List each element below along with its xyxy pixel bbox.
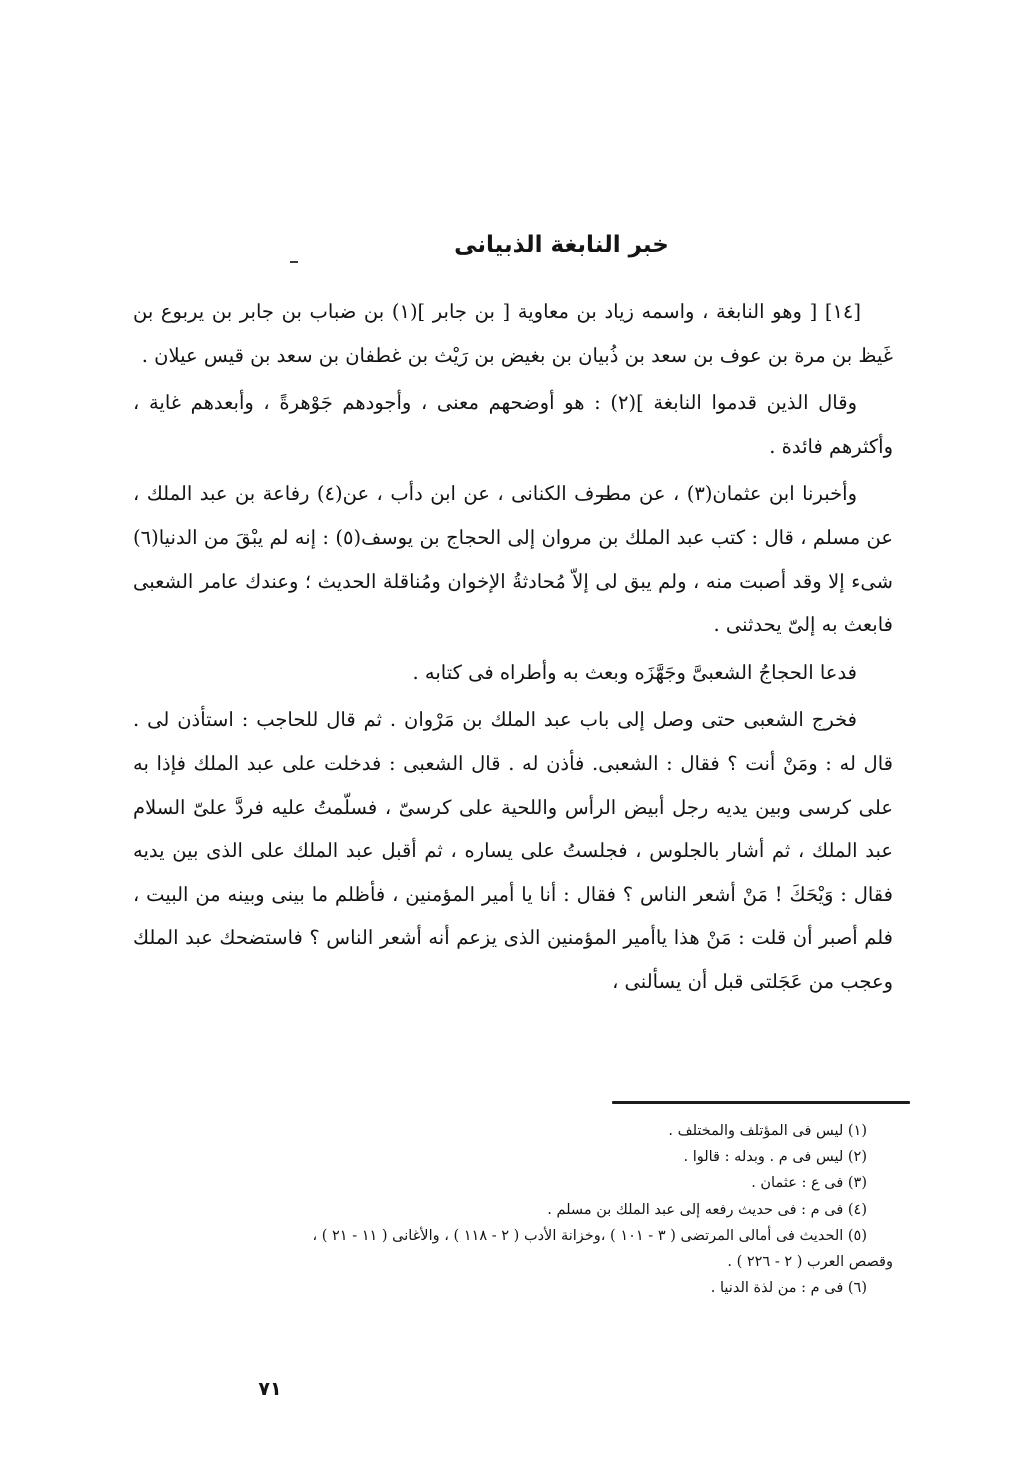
paragraph: وقال الذين قدموا النابغة ](٢) : هو أوضحهم معنى ، وأجودهم جَوْهرةً ، وأبعدهم غاية ، وأكثرهم فائدة . [133,391,893,458]
footnote-continuation: وقصص العرب ( ٢ - ٢٢٦ ) . [727,1254,893,1271]
footnote: (٤) فى م : فى حديث رفعه إلى عبد الملك بن مسلم . [547,1201,867,1218]
footnote: (٣) فى ع : عثمان . [751,1175,867,1192]
footnote: (٦) فى م : من لذة الدنيا . [710,1280,867,1297]
paragraph: فخرج الشعبى حتى وصل إلى باب عبد الملك بن مَرْوان . ثم قال للحاجب : استأذن لى . قال له : ومَنْ أنت ؟ فقال : الشعبى. فأذن له . قال الشعبى : فدخلت على عبد الملك فإذا به على كرسى وبين يديه رجل أبيض الرأس واللحية على كرسىّ ، فسلّمتُ عليه فردَّ علىّ السلام عبد الملك ، ثم أشار بالجلوس ، فجلستُ على يساره ، ثم أقبل عبد الملك على الذى بين يديه فقال : وَيْحَكَ ! مَنْ أشعر الناس ؟ فقال : أنا يا أمير المؤمنين ، فأظلم ما بينى وبينه من البيت ، فلم أصبر أن قلت : مَنْ هذا ياأمير المؤمنين الذى يزعم أنه أشعر الناس ؟ فاستضحك عبد الملك وعجب من عَجَلتى قبل أن يسألنى ، [133,708,893,993]
page-number: ٧١ [258,1378,282,1400]
footnote-separator [612,1101,910,1104]
footnote: (٥) الحديث فى أمالى المرتضى ( ٣ - ١٠١ ) ،وخزانة الأدب ( ٢ - ١١٨ ) ، والأغانى ( ١١ - ٢١ ) ، [312,1227,867,1244]
decorative-dash [290,261,298,263]
footnote: (٢) ليس فى م . وبدله : قالوا . [683,1149,867,1166]
paragraph: فدعا الحجاجُ الشعبىَّ وجَهَّزَه وبعث به وأطراه فى كتابه . [412,660,857,684]
footnote: (١) ليس فى المؤتلف والمختلف . [668,1123,867,1139]
paragraph: [١٤] [ وهو النابغة ، واسمه زياد بن معاوية [ بن جابر ](١) بن ضباب بن جابر بن يربوع بن غَيظ بن مرة بن عوف بن سعد بن ذُبيان بن بغيض بن رَيْث بن غطفان بن سعد بن قيس عيلان . [133,300,893,367]
main-text [133,290,893,1008]
footnotes [123,1118,893,1301]
chapter-title: خبر النابغة الذبيانى [454,232,669,258]
paragraph: وأخبرنا ابن عثمان(٣) ، عن مطرف الكنانى ، عن ابن دأب ، عن(٤) رفاعة بن عبد الملك ، عن مسلم ، قال : كتب عبد الملك بن مروان إلى الحجاج بن يوسف(٥) : إنه لم يبْقَ من الدنيا(٦) شىء إلا وقد أصبت منه ، ولم يبق لى إلاّ مُحادثةُ الإخوان ومُناقلة الحديث ؛ وعندك عامر الشعبى فابعث به إلىّ يحدثنى . [133,482,894,637]
